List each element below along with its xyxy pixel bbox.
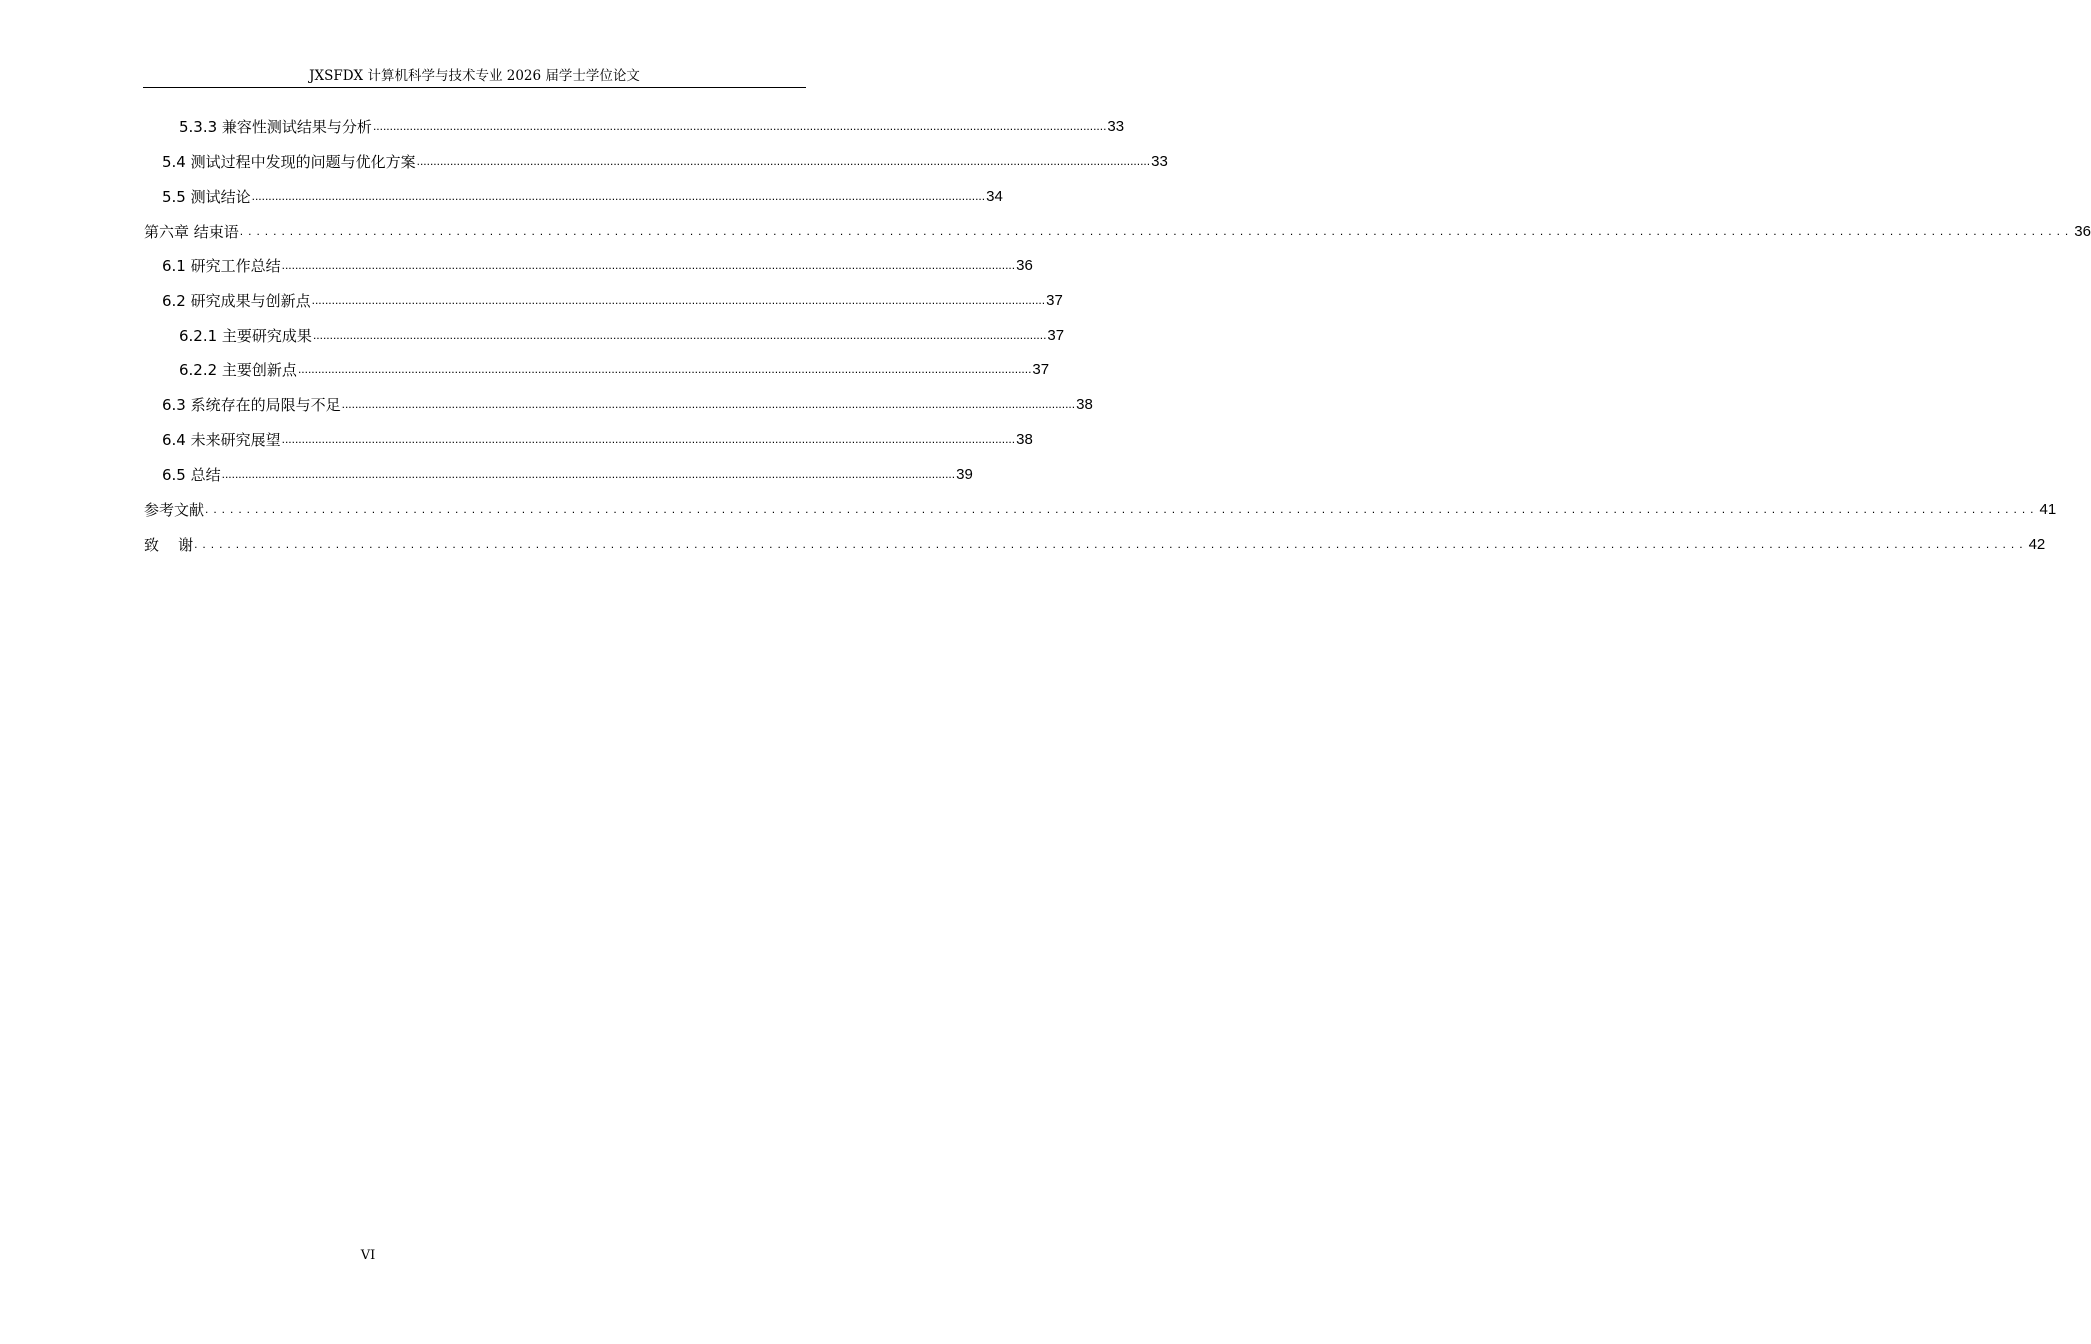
toc-entry-label: 第六章 结束语 bbox=[144, 223, 239, 241]
toc-entry-page: 36 bbox=[2074, 223, 2091, 240]
toc-entry-label: 6.2 研究成果与创新点 bbox=[162, 292, 311, 310]
toc-entry-page: 42 bbox=[2028, 536, 2046, 553]
dot-leader: ............................................................................................................................................................................................................................ bbox=[251, 189, 986, 203]
toc-entry-6-4[interactable] bbox=[162, 429, 1033, 451]
dot-leader: ............................................................................................................................................................................................................................ bbox=[239, 224, 2074, 238]
toc-entry-page: 33 bbox=[1151, 153, 1168, 170]
toc-entry-label: 6.5 总结 bbox=[162, 466, 221, 484]
dot-leader: ............................................................................................................................................................................................................................ bbox=[281, 258, 1016, 272]
toc-entry-label: 6.2.1 主要研究成果 bbox=[179, 327, 312, 345]
toc-entry-page: 37 bbox=[1032, 361, 1050, 378]
toc-entry-page: 39 bbox=[956, 466, 973, 483]
dot-leader: ............................................................................................................................................................................................................................ bbox=[221, 467, 956, 481]
dot-leader: ............................................................................................................................................................................................................................ bbox=[194, 537, 2028, 551]
toc-entry-label: 6.4 未来研究展望 bbox=[162, 431, 281, 449]
dot-leader: ............................................................................................................................................................................................................................ bbox=[297, 362, 1032, 376]
toc-entry-page: 37 bbox=[1047, 327, 1065, 344]
toc-entry-5-5[interactable] bbox=[162, 186, 1003, 208]
dot-leader: ............................................................................................................................................................................................................................ bbox=[281, 432, 1016, 446]
toc-entry-acknowledgements[interactable] bbox=[144, 534, 2046, 556]
toc-entry-label: 6.3 系统存在的局限与不足 bbox=[162, 396, 341, 414]
toc-entry-page: 33 bbox=[1107, 118, 1125, 135]
toc-entry-label: 致 谢 bbox=[144, 536, 194, 554]
toc-entry-label: 5.5 测试结论 bbox=[162, 188, 251, 206]
toc-entry-page: 41 bbox=[2039, 501, 2057, 518]
toc-entry-6-2[interactable] bbox=[162, 290, 1063, 312]
toc-entry-6-2-1[interactable] bbox=[179, 325, 1065, 347]
toc-entry-chapter-6[interactable] bbox=[144, 221, 2091, 243]
dot-leader: ............................................................................................................................................................................................................................ bbox=[372, 119, 1107, 133]
toc-entry-label: 5.4 测试过程中发现的问题与优化方案 bbox=[162, 153, 416, 171]
toc-entry-6-3[interactable] bbox=[162, 394, 1093, 416]
dot-leader: ............................................................................................................................................................................................................................ bbox=[311, 293, 1046, 307]
toc-entry-label: 6.1 研究工作总结 bbox=[162, 257, 281, 275]
dot-leader: ............................................................................................................................................................................................................................ bbox=[416, 154, 1151, 168]
toc-entry-6-2-2[interactable] bbox=[179, 359, 1050, 381]
dot-leader: ............................................................................................................................................................................................................................ bbox=[205, 502, 2039, 516]
toc-entry-page: 38 bbox=[1076, 396, 1093, 413]
toc-entry-page: 37 bbox=[1046, 292, 1063, 309]
toc-entry-label: 6.2.2 主要创新点 bbox=[179, 361, 297, 379]
running-header: JXSFDX 计算机科学与技术专业 2026 届学士学位论文 bbox=[143, 66, 806, 88]
toc-entry-references[interactable] bbox=[144, 499, 2057, 521]
page-number: VI bbox=[360, 1248, 376, 1263]
dot-leader: ............................................................................................................................................................................................................................ bbox=[341, 397, 1076, 411]
toc-entry-page: 36 bbox=[1016, 257, 1033, 274]
toc-entry-label: 参考文献 bbox=[144, 501, 205, 519]
dot-leader: ............................................................................................................................................................................................................................ bbox=[312, 328, 1047, 342]
toc-entry-label: 5.3.3 兼容性测试结果与分析 bbox=[179, 118, 372, 136]
toc-entry-page: 34 bbox=[986, 188, 1003, 205]
toc-entry-5-3-3[interactable] bbox=[179, 116, 1125, 138]
toc-entry-6-5[interactable] bbox=[162, 464, 973, 486]
toc-entry-6-1[interactable] bbox=[162, 255, 1033, 277]
toc-entry-5-4[interactable] bbox=[162, 151, 1168, 173]
toc-entry-page: 38 bbox=[1016, 431, 1033, 448]
